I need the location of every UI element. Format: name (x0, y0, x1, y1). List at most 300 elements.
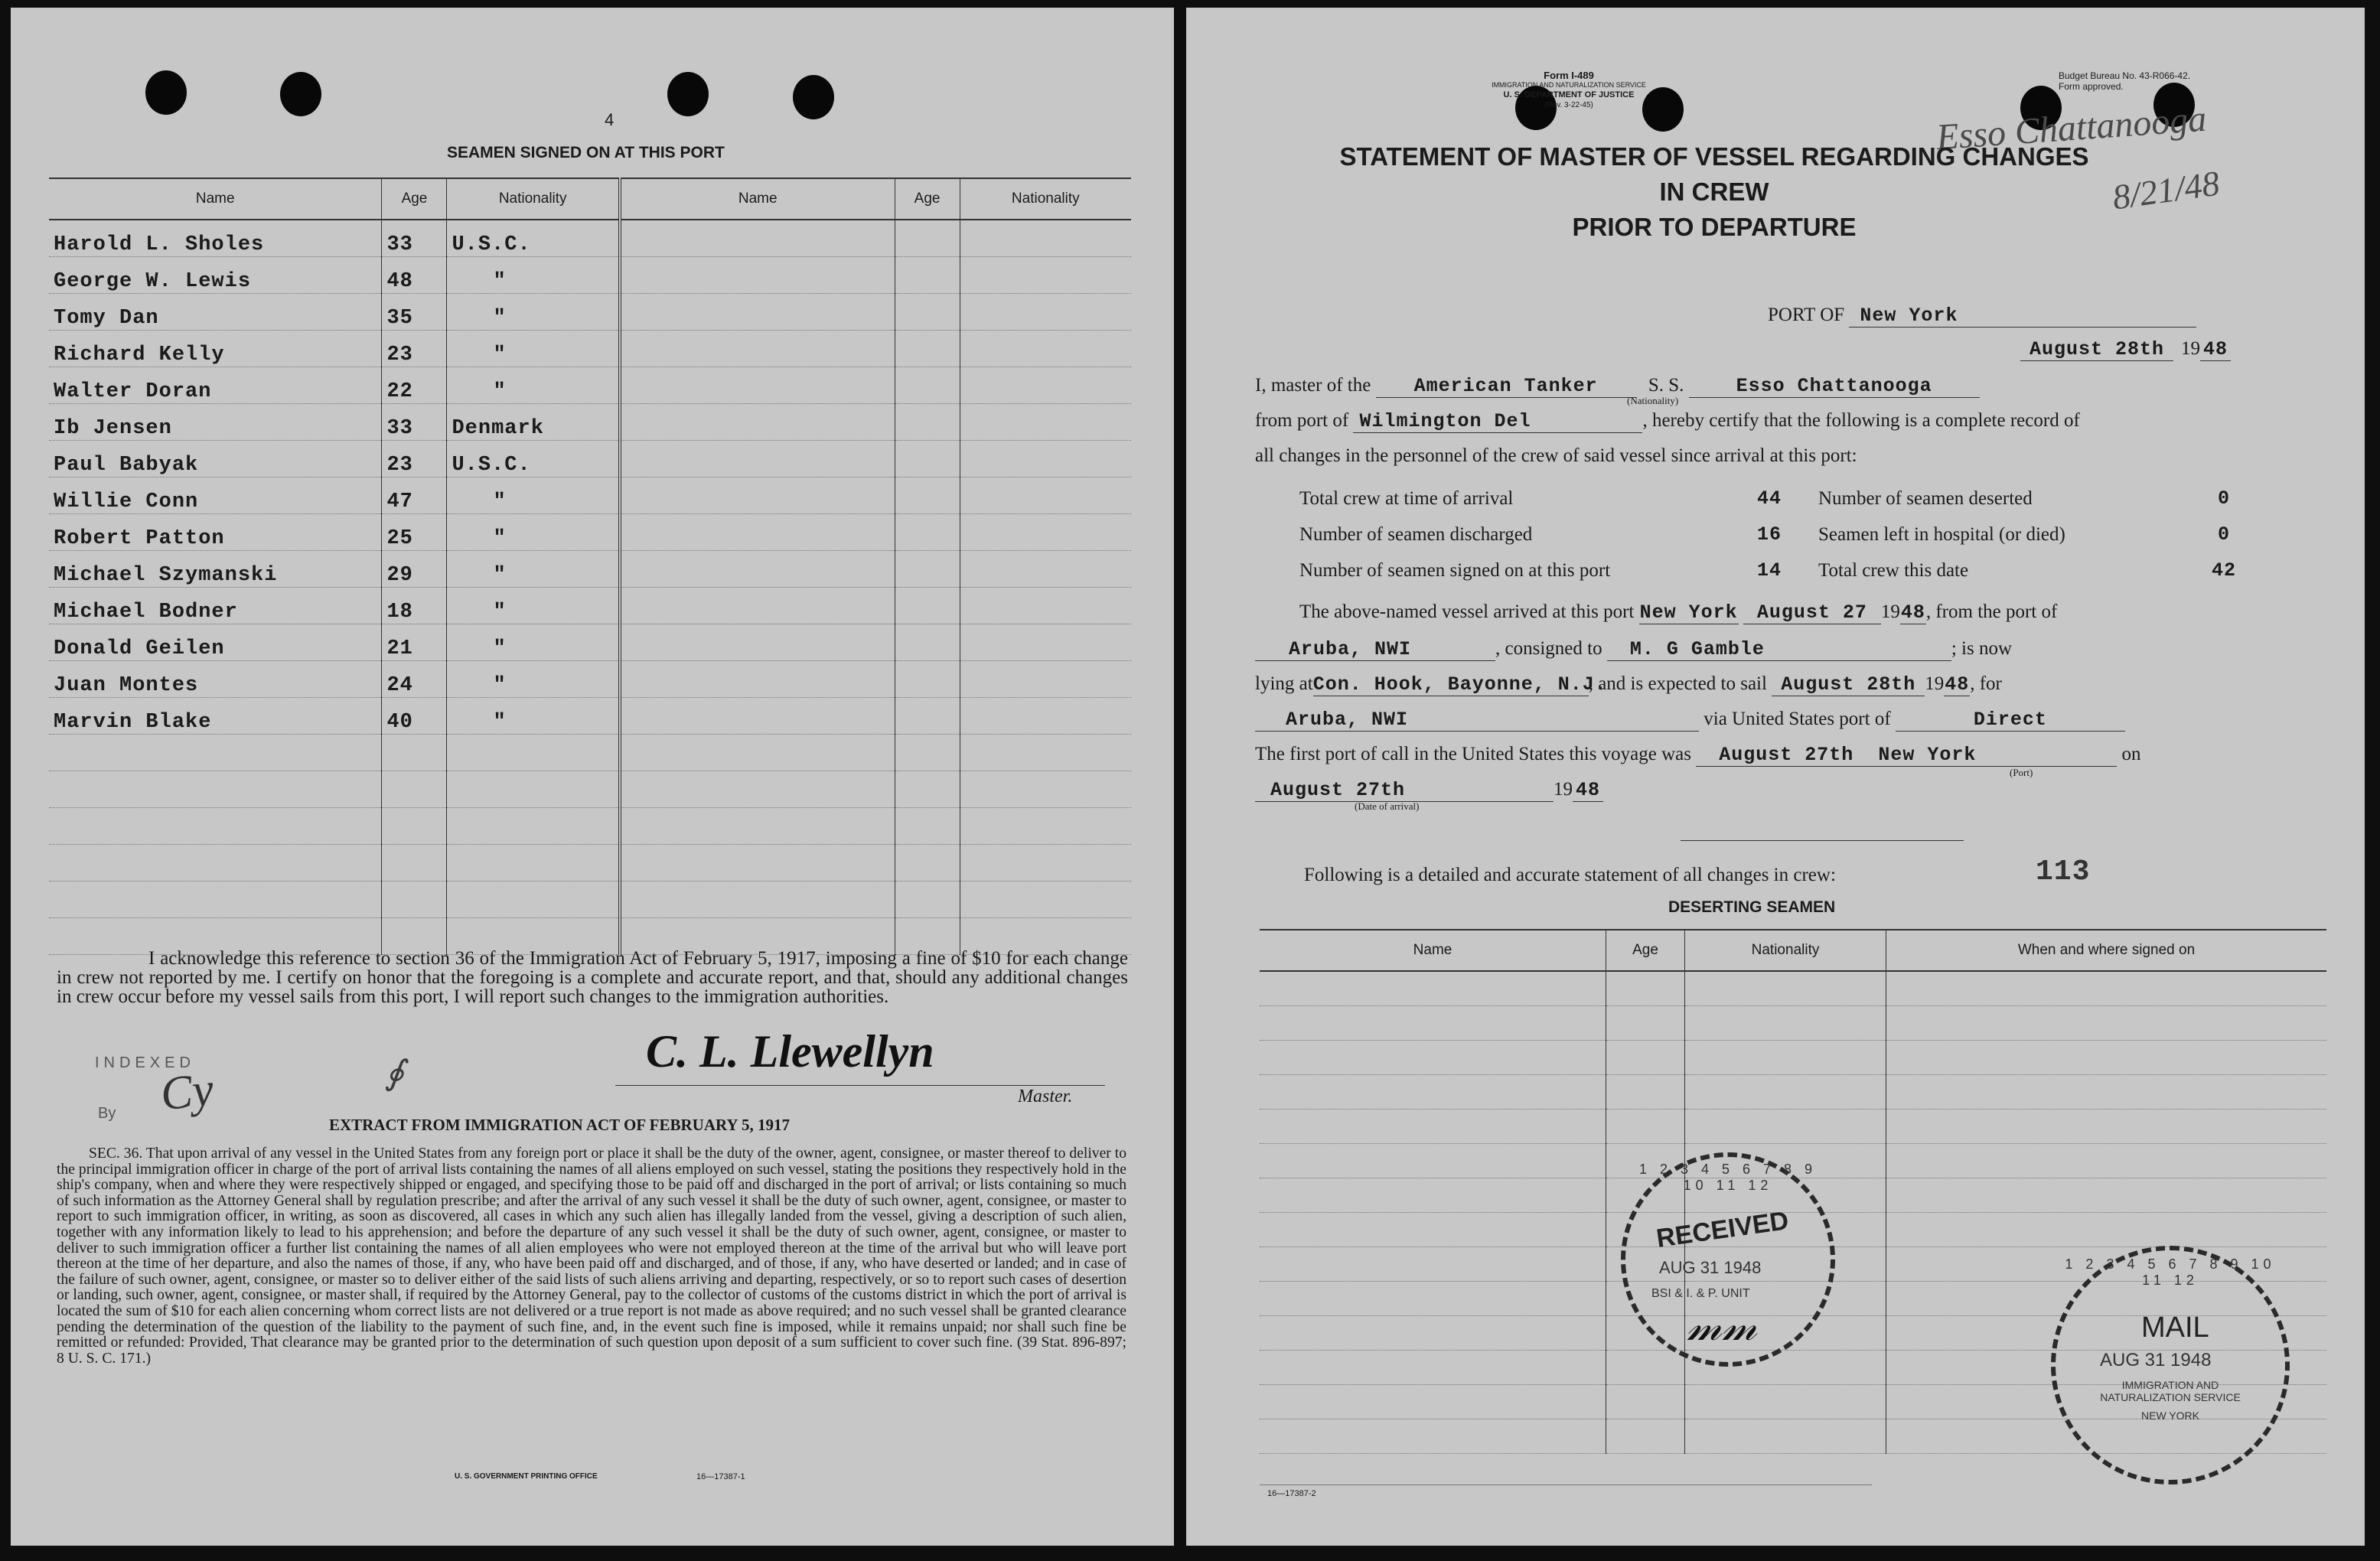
for-label: , for (1970, 673, 2002, 694)
col-deserting-nationality: Nationality (1685, 930, 1886, 971)
col-deserting-age: Age (1606, 930, 1685, 971)
empty-cell (382, 882, 447, 918)
empty-cell (1260, 1282, 1606, 1316)
empty-cell (620, 624, 895, 661)
destination: Aruba, NWI (1255, 709, 1699, 732)
col-deserting-name: Name (1260, 930, 1606, 971)
total-crew-date-value: 42 (2211, 559, 2236, 582)
stats-row-3 (1299, 552, 2325, 588)
received-stamp-date: AUG 31 1948 (1659, 1258, 1762, 1277)
empty-cell (620, 845, 895, 882)
arrival-date: August 27th (1255, 779, 1554, 802)
from-port-of-label: , from the port of (1925, 601, 2058, 622)
arrival-year: 48 (1573, 779, 1603, 802)
empty-cell (960, 551, 1131, 588)
lying-at-label: lying at (1255, 673, 1313, 694)
total-crew-arrival-value: 44 (1756, 487, 1782, 510)
empty-cell (1606, 1351, 1685, 1385)
empty-cell (1886, 1041, 2327, 1075)
empty-cell (960, 588, 1131, 624)
master-of-label: I, master of the (1255, 375, 1371, 396)
seaman-nationality: " (447, 588, 620, 624)
empty-cell (1606, 1041, 1685, 1075)
seaman-nationality: " (447, 624, 620, 661)
table-row (49, 661, 1131, 698)
table-row (49, 404, 1131, 441)
mail-stamp-word: MAIL (2141, 1312, 2209, 1344)
total-crew-date-label: Total crew this date (1818, 560, 1969, 581)
acknowledgement-text: I acknowledge this reference to section 36 of the Immigration Act of February 5, 1917, imposing a fine of $10 for each change in crew not reported by me. I certify on honor that the foregoing is a complete and accurate report, and that, should any additional changes in crew occur before my vessel sails from this port, I will report such changes to the immigration authorities. (57, 948, 1128, 1007)
nationality-caption: (Nationality) (1627, 395, 1679, 406)
empty-cell (1260, 1213, 1606, 1247)
empty-cell (1606, 1006, 1685, 1041)
divider-line (1681, 840, 1964, 841)
previous-port: Aruba, NWI (1255, 638, 1495, 661)
empty-cell (620, 661, 895, 698)
table-row (1260, 1110, 2326, 1144)
empty-cell (960, 735, 1131, 771)
mail-stamp-ring: 1 2 3 4 5 6 7 8 9 10 11 12 (2065, 1256, 2276, 1288)
empty-cell (960, 514, 1131, 551)
empty-cell (895, 514, 960, 551)
punch-hole (793, 75, 834, 119)
received-stamp (1621, 1152, 1835, 1367)
indexed-stamp: INDEXED (95, 1054, 195, 1071)
sail-date: August 28th (1772, 673, 1925, 696)
received-stamp-ring: 1 2 3 4 5 6 7 8 9 10 11 12 (1638, 1162, 1818, 1193)
deserted-value: 0 (2217, 487, 2230, 510)
date-row (2020, 338, 2231, 361)
footer-number-right: 16—17387-2 (1267, 1489, 1316, 1498)
empty-cell (895, 882, 960, 918)
on-label: on (2121, 744, 2141, 764)
empty-cell (1260, 1144, 1606, 1178)
from-port-line (1255, 410, 2080, 433)
department-name: U. S. DEPARTMENT OF JUSTICE (1503, 90, 1635, 99)
seaman-name: Harold L. Sholes (49, 220, 382, 257)
empty-cell (1606, 1075, 1685, 1110)
empty-cell (895, 404, 960, 441)
arrival-date-line (1255, 779, 1603, 802)
col-deserting-signed-on: When and where signed on (1886, 930, 2327, 971)
empty-cell (1886, 1006, 2327, 1041)
empty-cell (620, 331, 895, 367)
empty-cell (1685, 1419, 1886, 1454)
empty-cell (1260, 971, 1606, 1006)
first-port-text: The first port of call in the United States this voyage was (1255, 744, 1692, 764)
seaman-nationality: " (447, 661, 620, 698)
table-row (1260, 1075, 2326, 1110)
empty-cell (620, 257, 895, 294)
seaman-name: George W. Lewis (49, 257, 382, 294)
table-row (49, 331, 1131, 367)
empty-cell (895, 441, 960, 477)
empty-cell (620, 735, 895, 771)
port-label: PORT OF (1768, 305, 1845, 325)
empty-cell (1260, 1247, 1606, 1282)
empty-cell (960, 661, 1131, 698)
empty-cell (1260, 1006, 1606, 1041)
form-number: Form I-489 (1544, 70, 1594, 81)
seaman-age: 24 (382, 661, 447, 698)
empty-cell (1606, 1419, 1685, 1454)
empty-cell (895, 331, 960, 367)
seaman-age: 48 (382, 257, 447, 294)
first-port-date: August 27th (1719, 744, 1854, 766)
statement-title (1332, 139, 2097, 245)
empty-cell (1886, 1144, 2327, 1178)
empty-cell (960, 220, 1131, 257)
stats-row-1 (1299, 481, 2325, 517)
stats-row-2 (1299, 517, 2325, 552)
seaman-age: 47 (382, 477, 447, 514)
empty-cell (382, 845, 447, 882)
empty-cell (895, 294, 960, 331)
table-row (49, 551, 1131, 588)
empty-cell (1606, 971, 1685, 1006)
budget-block (2059, 70, 2190, 92)
seaman-nationality: Denmark (447, 404, 620, 441)
destination-line (1255, 709, 2125, 732)
title-line-2: PRIOR TO DEPARTURE (1572, 213, 1857, 241)
handwritten-date: 8/21/48 (2110, 163, 2222, 217)
empty-cell (49, 845, 382, 882)
empty-cell (620, 771, 895, 808)
seaman-nationality: " (447, 514, 620, 551)
empty-cell (49, 882, 382, 918)
seaman-name: Tomy Dan (49, 294, 382, 331)
empty-cell (620, 551, 895, 588)
empty-cell (1886, 971, 2327, 1006)
empty-cell (895, 257, 960, 294)
port-caption: (Port) (2010, 767, 2033, 778)
printing-office: U. S. GOVERNMENT PRINTING OFFICE (455, 1472, 598, 1481)
empty-cell (620, 404, 895, 441)
consigned-label: , consigned to (1495, 638, 1602, 659)
punch-hole (145, 70, 187, 115)
sail-year-prefix: 19 (1925, 673, 1945, 694)
seaman-nationality: " (447, 367, 620, 404)
empty-cell (895, 367, 960, 404)
col-nationality: Nationality (447, 178, 620, 220)
table-row (49, 514, 1131, 551)
empty-cell (620, 588, 895, 624)
signed-on-value: 14 (1756, 559, 1782, 582)
handwritten-vessel: Esso Chattanooga (1935, 98, 2208, 158)
table-row (49, 882, 1131, 918)
empty-cell (447, 845, 620, 882)
page-number: 4 (605, 110, 615, 129)
seaman-age: 22 (382, 367, 447, 404)
arrived-line (1299, 601, 2057, 624)
empty-cell (1685, 1006, 1886, 1041)
section-36-text: SEC. 36. That upon arrival of any vessel in the United States from any foreign port or place it shall be the duty of the owner, agent, consignee, or master thereof to deliver to the principal immigration officer in charge of the port of arrival lists containing the names of all aliens employed on such vessel, stating the positions they respectively hold in the ship's company, when and where they were respectively shipped or engaged, and specifying those to be paid off and discharged in the port of arrival; or lists containing so much of such information as the Attorney General shall by regulation prescribe; and after the arrival of any such vessel it shall be the duty of such owner, agent, consignee, or master to report to such immigration officer, in writing, as soon as discovered, all cases in which any such alien has illegally landed from the vessel, giving a description of such alien, together with any information likely to lead to his apprehension; and before the departure of any such vessel it shall be the duty of such owner, agent, consignee, or master to deliver to such immigration officer a further list containing the names of all alien employees who were not employed thereon at the time of the arrival but who will leave port thereon at the time of her departure, and also the names of those, if any, who have been paid off and discharged, and of those, if any, who have deserted or landed; and in case of the failure of such owner, agent, consignee, or master so to deliver either of the said lists of such aliens arriving and departing, respectively, or so to report such cases of desertion or landing, such owner, agent, consignee, or master shall, if required by the Attorney General, pay to the collector of customs of the customs district in which the port of arrival is located the sum of $10 for each alien concerning whom correct lists are not delivered or a true report is not made as above required; and no such vessel shall be granted clearance pending the determination of the question of the liability to the payment of such fine, and, in the event such fine is imposed, while it remains unpaid; nor shall such fine be remitted or refunded: Provided, That clearance may be granted prior to the determination of such question upon deposit of a sum sufficient to cover such fine. (39 Stat. 896-897; 8 U. S. C. 171.) (57, 1145, 1126, 1367)
empty-cell (895, 735, 960, 771)
table-row (49, 294, 1131, 331)
discharged-label: Number of seamen discharged (1299, 524, 1533, 545)
seaman-age: 23 (382, 441, 447, 477)
table-row (49, 588, 1131, 624)
following-text: Following is a detailed and accurate statement of all changes in crew: (1304, 865, 1836, 885)
bottom-rule (1260, 1484, 1872, 1485)
empty-cell (895, 808, 960, 845)
empty-cell (620, 698, 895, 735)
empty-cell (960, 771, 1131, 808)
seaman-name: Walter Doran (49, 367, 382, 404)
received-stamp-initials: 𝓂𝓂 (1687, 1303, 1757, 1349)
empty-cell (960, 477, 1131, 514)
empty-cell (382, 808, 447, 845)
empty-cell (1886, 1075, 2327, 1110)
discharged-value: 16 (1756, 523, 1782, 546)
arrived-year-prefix: 19 (1880, 601, 1900, 622)
empty-cell (1685, 1110, 1886, 1144)
empty-cell (1685, 1075, 1886, 1110)
table-row (49, 735, 1131, 771)
seaman-name: Richard Kelly (49, 331, 382, 367)
seaman-age: 18 (382, 588, 447, 624)
table-row (49, 624, 1131, 661)
empty-cell (960, 808, 1131, 845)
empty-cell (620, 477, 895, 514)
col-nationality-2: Nationality (960, 178, 1131, 220)
empty-cell (620, 441, 895, 477)
empty-cell (960, 624, 1131, 661)
empty-cell (895, 661, 960, 698)
ss-label: S. S. (1648, 375, 1684, 396)
section-title: SEAMEN SIGNED ON AT THIS PORT (447, 144, 725, 161)
empty-cell (1886, 1213, 2327, 1247)
port-row (1768, 305, 2196, 328)
indexed-by-label: By (98, 1105, 116, 1122)
empty-cell (620, 367, 895, 404)
empty-cell (1606, 1385, 1685, 1419)
empty-cell (960, 294, 1131, 331)
empty-cell (895, 771, 960, 808)
changes-count: 113 (2036, 855, 2091, 888)
consignee: M. G Gamble (1607, 638, 1951, 661)
received-stamp-unit: BSI & I. & P. UNIT (1651, 1287, 1750, 1300)
empty-cell (620, 808, 895, 845)
empty-cell (895, 698, 960, 735)
arrived-port: New York (1639, 601, 1738, 624)
empty-cell (49, 808, 382, 845)
table-row (49, 257, 1131, 294)
is-now-label: ; is now (1951, 638, 2013, 659)
empty-cell (447, 735, 620, 771)
budget-bureau: Budget Bureau No. 43-R066-42. (2059, 70, 2191, 81)
master-signature-line (615, 1026, 1105, 1086)
arrival-year-prefix: 19 (1554, 779, 1573, 800)
arrived-text: The above-named vessel arrived at this port (1299, 601, 1635, 622)
table-row (49, 220, 1131, 257)
seaman-age: 21 (382, 624, 447, 661)
empty-cell (1260, 1041, 1606, 1075)
seaman-age: 25 (382, 514, 447, 551)
empty-cell (895, 588, 960, 624)
empty-cell (1886, 1110, 2327, 1144)
vessel-nationality: American Tanker (1376, 375, 1636, 398)
empty-cell (620, 220, 895, 257)
form-revision: (Rev. 3-22-45) (1544, 101, 1593, 109)
empty-cell (1886, 1178, 2327, 1213)
empty-cell (960, 845, 1131, 882)
empty-cell (960, 882, 1131, 918)
empty-cell (1685, 1385, 1886, 1419)
left-page (11, 8, 1174, 1546)
empty-cell (1260, 1316, 1606, 1351)
master-label: Master. (1018, 1087, 1073, 1106)
empty-cell (1260, 1419, 1606, 1454)
empty-cell (960, 404, 1131, 441)
empty-cell (1260, 1178, 1606, 1213)
form-header (1423, 70, 1714, 110)
empty-cell (960, 331, 1131, 367)
seamen-signed-table (49, 178, 1131, 955)
right-page (1186, 8, 2365, 1546)
col-age-2: Age (895, 178, 960, 220)
col-age: Age (382, 178, 447, 220)
table-row (49, 367, 1131, 404)
via-value: Direct (1896, 709, 2125, 732)
seaman-name: Robert Patton (49, 514, 382, 551)
seaman-age: 40 (382, 698, 447, 735)
service-name: IMMIGRATION AND NATURALIZATION SERVICE (1492, 81, 1646, 89)
clerk-initials: Cy (158, 1063, 217, 1121)
sail-year: 48 (1945, 673, 1970, 696)
seaman-nationality: U.S.C. (447, 441, 620, 477)
seaman-age: 33 (382, 404, 447, 441)
total-crew-arrival-label: Total crew at time of arrival (1299, 488, 1514, 509)
previous-port-line (1255, 638, 2012, 661)
seaman-nationality: " (447, 477, 620, 514)
seaman-age: 33 (382, 220, 447, 257)
empty-cell (895, 220, 960, 257)
title-line-1: STATEMENT OF MASTER OF VESSEL REGARDING CHANGES IN CREW (1339, 142, 2089, 206)
crew-stats (1299, 481, 2325, 588)
seaman-age: 35 (382, 294, 447, 331)
table-row (1260, 971, 2326, 1006)
first-port-value (1696, 744, 2117, 767)
from-port-value: Wilmington Del (1353, 410, 1642, 433)
from-port-label: from port of (1255, 410, 1349, 431)
empty-cell (895, 624, 960, 661)
lying-at-line (1255, 673, 2002, 696)
table-row (49, 441, 1131, 477)
empty-cell (895, 551, 960, 588)
seaman-nationality: " (447, 331, 620, 367)
expected-text: , and is expected to sail (1588, 673, 1767, 694)
empty-cell (1260, 1110, 1606, 1144)
master-line (1255, 375, 1980, 398)
mail-stamp (2051, 1246, 2290, 1484)
empty-cell (960, 257, 1131, 294)
signed-on-label: Number of seamen signed on at this port (1299, 560, 1611, 581)
seaman-name: Michael Bodner (49, 588, 382, 624)
table-row (1260, 1006, 2326, 1041)
seaman-name: Paul Babyak (49, 441, 382, 477)
location: Con. Hook, Bayonne, N.J. (1312, 673, 1607, 696)
empty-cell (382, 771, 447, 808)
empty-cell (447, 771, 620, 808)
date-value: August 28th (2020, 338, 2173, 361)
footer-number: 16—17387-1 (696, 1472, 745, 1481)
empty-cell (447, 808, 620, 845)
table-row (1260, 1041, 2326, 1075)
seaman-nationality: " (447, 698, 620, 735)
master-signature: C. L. Llewellyn (646, 1026, 934, 1077)
arrived-year: 48 (1900, 601, 1925, 624)
table-row (49, 771, 1131, 808)
seaman-name: Willie Conn (49, 477, 382, 514)
empty-cell (1260, 1385, 1606, 1419)
empty-cell (620, 514, 895, 551)
seaman-name: Marvin Blake (49, 698, 382, 735)
table-row (49, 698, 1131, 735)
table-row (49, 808, 1131, 845)
year-prefix: 19 (2181, 338, 2200, 359)
col-name: Name (49, 178, 382, 220)
col-name-2: Name (620, 178, 895, 220)
vessel-name: Esso Chattanooga (1689, 375, 1980, 398)
seaman-name: Donald Geilen (49, 624, 382, 661)
handwritten-mark: ∮ (384, 1052, 406, 1093)
seaman-name: Ib Jensen (49, 404, 382, 441)
empty-cell (1260, 1351, 1606, 1385)
empty-cell (960, 698, 1131, 735)
certify-text: , hereby certify that the following is a complete record of (1642, 410, 2080, 431)
empty-cell (895, 477, 960, 514)
mail-stamp-city: NEW YORK (2141, 1409, 2199, 1422)
extract-title: EXTRACT FROM IMMIGRATION ACT OF FEBRUARY 5, 1917 (329, 1116, 791, 1134)
table-row (49, 845, 1131, 882)
seaman-age: 23 (382, 331, 447, 367)
empty-cell (895, 845, 960, 882)
empty-cell (1260, 1075, 1606, 1110)
form-approved: Form approved. (2059, 81, 2124, 92)
port-value: New York (1849, 305, 2196, 328)
seaman-name: Juan Montes (49, 661, 382, 698)
punch-hole (280, 72, 321, 116)
hospital-label: Seamen left in hospital (or died) (1818, 524, 2065, 545)
empty-cell (447, 882, 620, 918)
seaman-nationality: U.S.C. (447, 220, 620, 257)
changes-line: all changes in the personnel of the crew of said vessel since arrival at this port: (1255, 445, 1857, 466)
via-label: via United States port of (1703, 709, 1891, 729)
hospital-value: 0 (2217, 523, 2230, 546)
empty-cell (1685, 1041, 1886, 1075)
empty-cell (620, 882, 895, 918)
seaman-name: Michael Szymanski (49, 551, 382, 588)
mail-stamp-service: IMMIGRATION AND NATURALIZATION SERVICE (2100, 1379, 2241, 1403)
deserted-label: Number of seamen deserted (1818, 488, 2033, 509)
seaman-age: 29 (382, 551, 447, 588)
arrived-date: August 27 (1743, 601, 1881, 624)
empty-cell (49, 735, 382, 771)
empty-cell (620, 294, 895, 331)
received-stamp-word: RECEIVED (1655, 1206, 1791, 1253)
first-port-name: New York (1878, 744, 1977, 766)
arrival-caption: (Date of arrival) (1355, 800, 1420, 812)
empty-cell (960, 441, 1131, 477)
empty-cell (382, 735, 447, 771)
seaman-nationality: " (447, 257, 620, 294)
first-port-line (1255, 744, 2141, 767)
punch-hole (667, 72, 709, 116)
mail-stamp-date: AUG 31 1948 (2100, 1350, 2212, 1370)
deserting-title: DESERTING SEAMEN (1668, 898, 1836, 916)
table-row (49, 477, 1131, 514)
